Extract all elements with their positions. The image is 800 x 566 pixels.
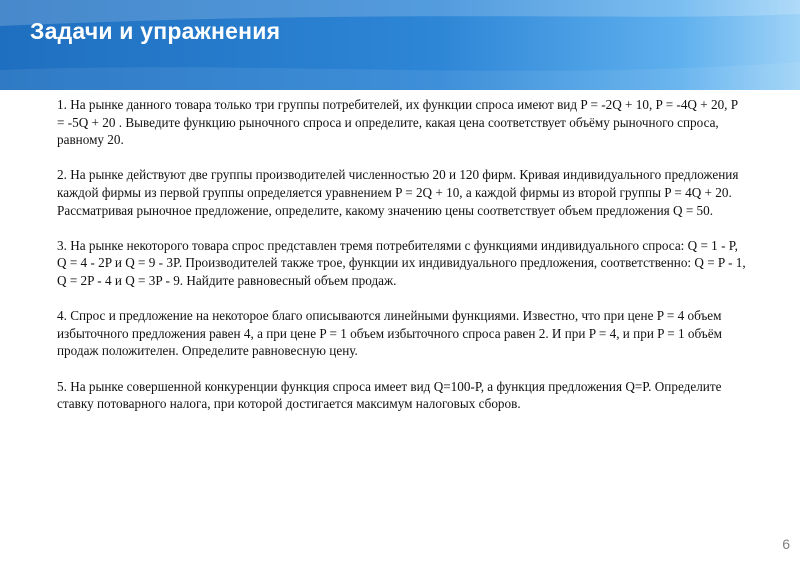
- slide-title: Задачи и упражнения: [30, 18, 281, 44]
- banner-decoration: [0, 0, 800, 94]
- task-2: 2. На рынке действуют две группы производителей численностью 20 и 120 фирм. Кривая индивидуального предложения каждой фирмы из первой группы определяется уравнением P = 2Q + 10, а каждой фирмы из второй группы P = 4Q + 20. Рассматривая рыночное предложение, определите, какому значению цены соответствует объем предложения Q = 50.: [57, 167, 739, 218]
- title-banner: [0, 0, 800, 94]
- task-4: 4. Спрос и предложение на некоторое благо описываются линейными функциями. Известно, что при цене P = 4 объем избыточного предложения равен 4, а при цене P = 1 объем избыточного спроса равен 2. И при P = 4, и при P = 1 объём продаж положителен. Определите равновесную цену.: [57, 308, 722, 359]
- page-number: 6: [782, 536, 790, 552]
- task-3: 3. На рынке некоторого товара спрос представлен тремя потребителями с функциями индивидуального спроса: Q = 1 - P, Q = 4 - 2P и Q = 9 - 3P. Производителей также трое, функции их индивидуального предложения, соответственно: Q = P - 1, Q = 2P - 4 и Q = 3P - 9. Найдите равновесный объем продаж.: [57, 237, 746, 288]
- task-5: 5. На рынке совершенной конкуренции функция спроса имеет вид Q=100-P, а функция предложения Q=P. Определите ставку потоварного налога, при которой достигается максимум налоговых сборов.: [57, 378, 722, 412]
- task-1: 1. На рынке данного товара только три группы потребителей, их функции спроса имеют вид P = -2Q + 10, P = -4Q + 20, P = -5Q + 20 . Выведите функцию рыночного спроса и определите, какая цена соответствует объёму рыночного спроса, равному 20.: [57, 97, 738, 148]
- task-list: [57, 96, 747, 430]
